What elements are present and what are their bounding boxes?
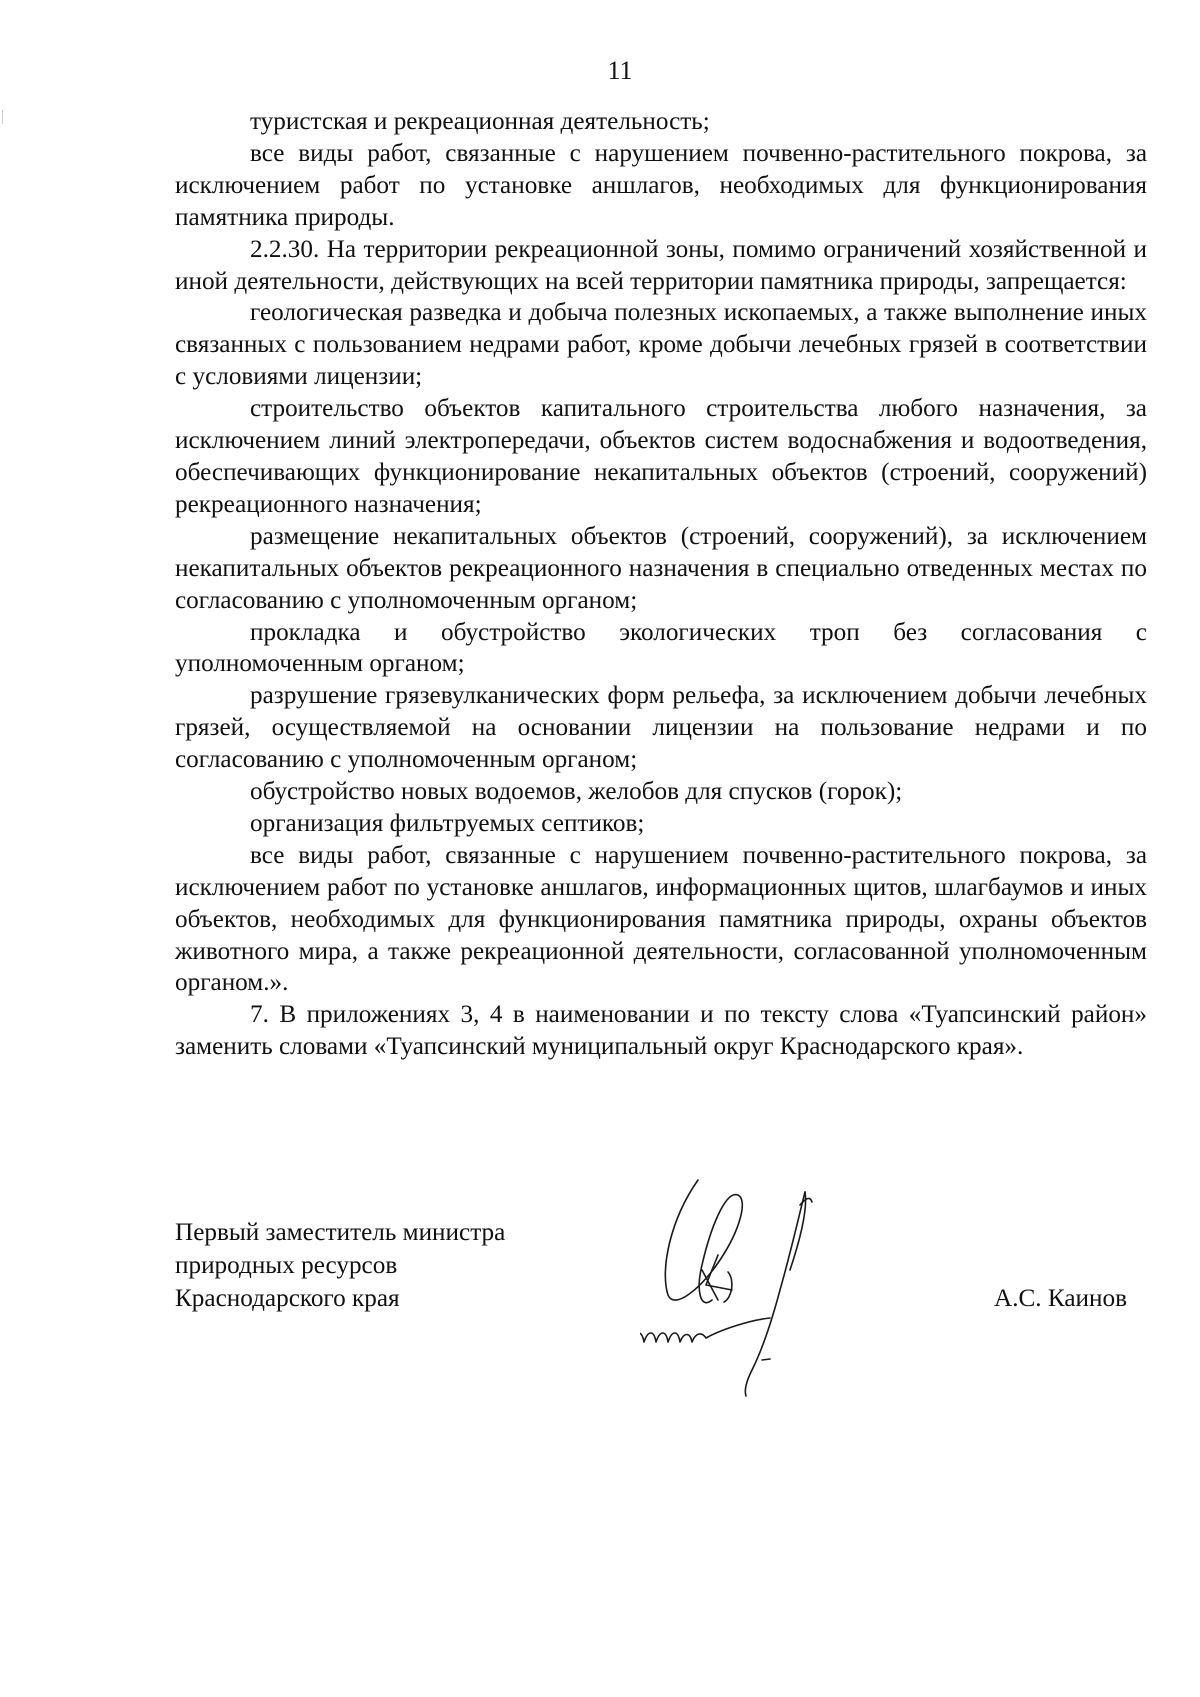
paragraph: геологическая разведка и добыча полезных ископаемых, а также выполнение иных связанных с пользованием недрами работ, кроме добычи лечебных грязей в соответствии с условиями лицензии;: [175, 299, 1147, 391]
paragraph-item-7: 7. В приложениях 3, 4 в наименовании и по тексту слова «Туапсинский район» заменить словами «Туапсинский муниципальный округ Краснодарского края».: [175, 1001, 1147, 1061]
page-number: 11: [607, 56, 633, 85]
paragraph-section-2-2-30: 2.2.30. На территории рекреационной зоны, помимо ограничений хозяйственной и иной деятельности, действующих на всей территории памятника природы, запрещается:: [175, 235, 1147, 295]
position-line: Краснодарского края: [175, 1285, 400, 1312]
paragraph: все виды работ, связанные с нарушением почвенно-растительного покрова, за исключением работ по установке аншлагов, информационных щитов, шлагбаумов и иных объектов, необходимых для функционирования памятника природы, охраны объектов животного мира, а также рекреационной деятельности, согласованной уполномоченным органом.».: [175, 841, 1147, 997]
document-body: [175, 106, 1147, 1063]
position-line: Первый заместитель министра: [175, 1219, 506, 1246]
paragraph: организация фильтруемых септиков;: [250, 809, 645, 837]
paragraph: все виды работ, связанные с нарушением почвенно-растительного покрова, за исключением работ по установке аншлагов, необходимых для функционирования памятника природы.: [175, 139, 1147, 231]
paragraph: прокладка и обустройство экологических троп без согласования с уполномоченным органом;: [175, 618, 1147, 678]
paragraph: размещение некапитальных объектов (строений, сооружений), за исключением некапитальных объектов рекреационного назначения в специально отведенных местах по согласованию с уполномоченным органом;: [175, 522, 1147, 614]
paragraph: разрушение грязевулканических форм рельефа, за исключением добычи лечебных грязей, осуществляемой на основании лицензии на пользование недрами и по согласованию с уполномоченным органом;: [175, 682, 1147, 774]
paragraph: обустройство новых водоемов, желобов для спусков (горок);: [250, 778, 903, 806]
paragraph: туристская и рекреационная деятельность;: [250, 108, 710, 135]
paragraph: строительство объектов капитального строительства любого назначения, за исключением линий электропередачи, объектов систем водоснабжения и водоотведения, обеспечивающих функционирование некапитальных объектов (строений, сооружений) рекреационного назначения;: [175, 395, 1147, 518]
scan-artifact: [2, 110, 3, 124]
position-line: природных ресурсов: [175, 1252, 398, 1279]
signatory-position: [175, 1216, 505, 1315]
handwritten-signature: [640, 1160, 890, 1420]
signatory-name: А.С. Каинов: [994, 1285, 1127, 1312]
